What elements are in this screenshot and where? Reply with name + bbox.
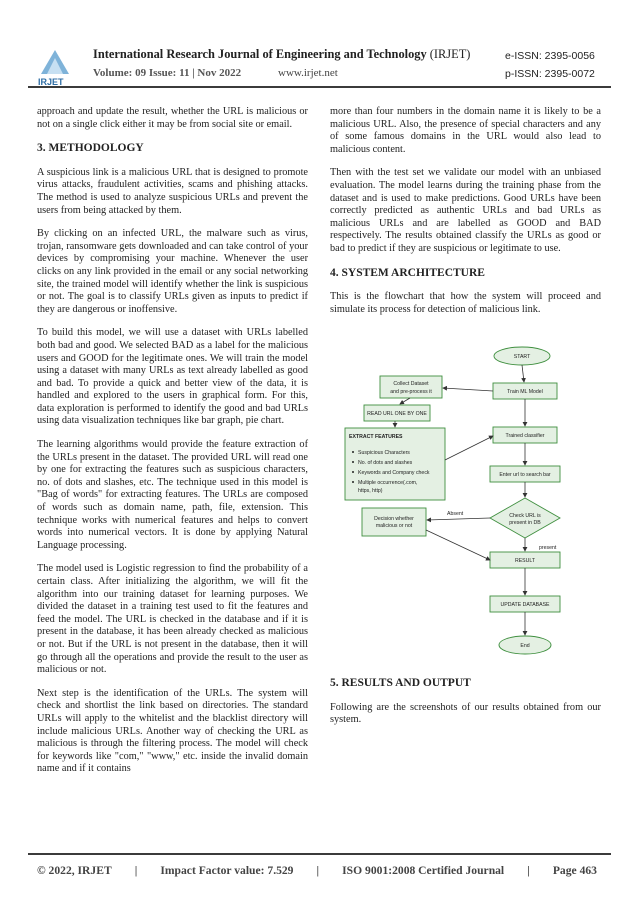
right-column (330, 106, 601, 327)
flow-label: Collect Dataset (393, 381, 429, 387)
paragraph: more than four numbers in the domain name it is likely to be a malicious URL. Also, the presence of special characters and any of some famous domains in the URL would also lead to malicious content. (330, 106, 601, 155)
paragraph: This is the flowchart that how the system will proceed and simulate its process for detection of malicious link. (330, 291, 601, 315)
flow-label: Absent (447, 511, 464, 517)
flow-label: EXTRACT FEATURES (349, 434, 403, 440)
right-column-lower (330, 674, 601, 738)
paragraph: Next step is the identification of the URLs. The system will check and shortlist the link based on directories. The standard URLs will apply to the whitelist and the blacklist directory will include malicious URLs. Another way of checking the URL as malicious is through the filtering process. The model will check for keywords like "com," "www," etc. inside the invalid domain name and if it contains (37, 687, 308, 775)
edge (443, 388, 493, 391)
edge (445, 436, 493, 460)
flow-label: Suspicious Characters (358, 450, 410, 456)
flow-label: https, http) (358, 488, 383, 494)
flow-label: Enter url to search bar (499, 472, 551, 478)
website-link[interactable]: www.irjet.net (278, 67, 338, 79)
footer-page-number: Page 463 (552, 864, 597, 877)
journal-title: International Research Journal of Engineering and Technology (IRJET) (93, 47, 471, 61)
left-column (37, 106, 308, 787)
p-issn: p-ISSN: 2395-0072 (505, 68, 595, 80)
footer-iso: ISO 9001:2008 Certified Journal (342, 864, 505, 877)
flow-label: Train ML Model (507, 389, 543, 395)
flow-label: present in DB (509, 520, 541, 526)
e-issn: e-ISSN: 2395-0056 (505, 50, 595, 62)
edge (522, 365, 524, 382)
header-divider (28, 86, 611, 88)
flow-label: Multiple occurrence(.com, (358, 480, 418, 486)
section-heading-methodology: 3. METHODOLOGY (37, 142, 144, 155)
flow-label: Decision whether (374, 516, 414, 522)
paragraph: By clicking on an infected URL, the malware such as virus, trojan, ransomware gets downloaded and can take control of your devices by compromising your machine. Whenever the user clicks on any link provided in the email or any social networking site, the trained model will identify whether the link is suspicious or not. The goal is to classify URLs given as inputs to predict if they are dangerous or inoffensive. (37, 228, 308, 315)
flow-label: End (520, 643, 530, 649)
flow-label: UPDATE DATABASE (500, 602, 550, 608)
footer-impact-factor: Impact Factor value: 7.529 (160, 864, 294, 877)
svg-text:IRJET: IRJET (38, 77, 64, 86)
section-heading-results: 5. RESULTS AND OUTPUT (330, 677, 471, 689)
edge (426, 530, 490, 560)
system-flowchart (340, 340, 602, 658)
paragraph: The learning algorithms would provide the feature extraction of the URLs present in the dataset. The provided URL will read one by one for extracting the features such as suspicious characters, no. of dots and slashes, etc. The technique used in this model is "Bag of words" for extracting features. The URLs are composed of words such as domain name, path, file, extension. This technique works with numerical features and helps to convert words into numerical vectors. It is done by applying Natural Language processing. (37, 439, 308, 551)
paragraph: approach and update the result, whether the URL is malicious or not on a single click either it may be from social site or email. (37, 106, 308, 130)
flow-label: malicious or not (375, 523, 413, 529)
paragraph: To build this model, we will use a dataset with URLs labelled both bad and good. We selected BAD as a label for the malicious users and GOOD for the legitimate ones. We will train the model using a dataset with many URLs as text already labelled as good and bad. To provide a quick and better view of the data, it is handled and explored to the users in graphical form. For this, data exploration is performed to identify the good and bad URLs using data visualization techniques like bar graph, pie chart. (37, 327, 308, 427)
flowchart-svg (340, 340, 602, 658)
footer-separator: | (316, 864, 320, 877)
flow-label: and pre-process it (390, 389, 432, 395)
footer-copyright: © 2022, IRJET (37, 864, 112, 877)
footer-separator: | (527, 864, 530, 877)
paragraph: A suspicious link is a malicious URL that is designed to promote virus attacks, fraudulent activities, scams and phishing attacks. The method is used to analyze suspicious URLs and prevent the users from being attacked by them. (37, 166, 308, 216)
flow-label: No. of dots and slashes (358, 460, 413, 466)
flow-label: Check URL is (509, 513, 541, 519)
flow-label: START (513, 354, 531, 360)
decision-node (362, 508, 426, 536)
paragraph: Then with the test set we validate our model with an unbiased evaluation. The model learns during the training phase from the dataset and is used to make predictions. Good URLs have been correctly predicted as authentic URLs and bad URLs as malicious URLs and are labelled as GOOD and BAD respectively. The results obtained classify the URLs as good or bad to predict if they are suspicious or legitimate to use. (330, 167, 601, 254)
flow-label: present (539, 545, 557, 551)
edge (427, 518, 490, 520)
paragraph: The model used is Logistic regression to find the probability of a certain class. After initializing the algorithm, we will fit the algorithm into our training dataset for learning purposes. We divided the dataset in a training test used to fit the features and feed the model. The URL is checked in the database and if it is present in the database, it has been already checked as malicious or not. But if the URL is not present in the database, then it will go through all the operations and provide the result to the user as malicious or not. (37, 563, 308, 676)
section-heading-architecture: 4. SYSTEM ARCHITECTURE (330, 266, 485, 279)
volume-issue: Volume: 09 Issue: 11 | Nov 2022 (93, 67, 242, 79)
flow-label: Keywords and Company check (358, 470, 430, 476)
flow-label: Trained classifier (505, 433, 545, 439)
flow-label: READ URL ONE BY ONE (367, 411, 427, 417)
flow-label: RESULT (514, 558, 536, 564)
footer-separator: | (134, 864, 138, 877)
footer-divider (28, 853, 611, 855)
edge (400, 398, 410, 404)
irjet-logo (37, 46, 73, 86)
paragraph: Following are the screenshots of our results obtained from our system. (330, 701, 601, 726)
page-footer (37, 864, 597, 877)
